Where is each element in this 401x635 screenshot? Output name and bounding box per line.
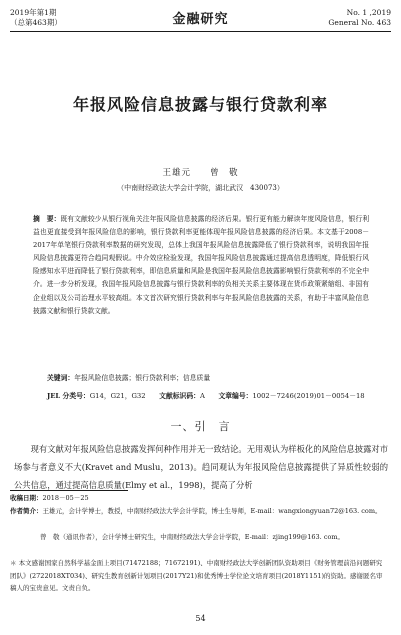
author-intro-label: 作者简介： [10, 507, 43, 515]
body-paragraph: 现有文献对年报风险信息披露发挥何种作用并无一致结论。无用观认为样板化的风险信息披露对市场参与者意义不大(Kravet and Muslu，2013)。趋同观认为年报风险信息披露提供了异质性较弱的公共信息，通过提高信息质量(Elmy et al.，1998)，提高了分析 [14, 444, 388, 491]
jel-label: JEL 分类号： [47, 392, 90, 400]
paper-title: 年报风险信息披露与银行贷款利率 [72, 95, 328, 114]
jel-value: G14，G21，G32 [89, 392, 146, 400]
article-number-label: 文章编号： [218, 392, 253, 400]
article-number-value: 1002－7246(2019)01－0054－18 [252, 392, 365, 400]
serial-cn: （总第463期） [10, 18, 62, 27]
journal-name: 金融研究 [172, 12, 229, 27]
classification-line [47, 390, 387, 400]
received-label: 收稿日期： [10, 494, 43, 502]
abstract [33, 213, 369, 318]
header-issue-en [328, 8, 391, 28]
page-number: 54 [195, 614, 206, 623]
footnote-funding: ＊ 本文感谢国家自然科学基金面上项目(71472188；71672191)、中南财经政法大学创新团队资助项目《财务管理前沿问题研究团队》(2722018XT034)、研究生教育创新计划项目(2017Y21)和优秀博士学位论文培育项目(2018Y1151)的资助。感谢匿名审稿人的宝贵意见。文责自负。 [10, 559, 383, 592]
keywords-label: 关键词： [47, 374, 75, 382]
received-date: 2018－05－25 [42, 494, 89, 502]
keywords [47, 372, 377, 382]
author1-text: 王雄元，会计学博士，教授，中南财经政法大学会计学院，博士生导师，E-mail：wangxiongyuan72@163. com。 [42, 507, 382, 515]
affiliation: （中南财经政法大学会计学院，湖北武汉 430073） [117, 184, 284, 192]
serial-en: General No. 463 [328, 18, 391, 27]
issue-cn: 2019年第1期 [10, 8, 57, 17]
authors: 王雄元 曾 敬 [162, 168, 239, 178]
footnote-received [10, 492, 388, 505]
footnote-author1 [10, 505, 388, 518]
footnote-author2: 曾 敬（通讯作者），会计学博士研究生，中南财经政法大学会计学院，E-mail：zjing199@163. com。 [40, 533, 345, 541]
doc-code-label: 文献标识码： [159, 392, 200, 400]
header-rule [10, 31, 391, 32]
keywords-text: 年报风险信息披露；银行贷款利率；信息质量 [74, 374, 211, 382]
section-heading: 一、引 言 [170, 420, 231, 433]
abstract-text: 既有文献较少从银行视角关注年报风险信息披露的经济后果。银行更有能力解读年度风险信息，银行利益也更直接受到年报风险信息的影响，银行贷款利率更能体现年报风险信息披露的经济后果。本文基于2008－2017年单笔银行贷款利率数据的研究发现，总体上我国年报风险信息披露降低了银行贷款利率，说明我国年报风险信息披露更符合趋同观假说。中介效应检验发现，我国年报风险信息披露通过提高信息透明度，降低银行风险感知水平进而降低了银行贷款利率，即信息质量和风险是我国年报风险信息披露影响银行贷款利率的不完全中介。进一步分析发现，我国年报风险信息披露与银行贷款利率的负相关关系主要体现在货币政策紧缩组、非国有企业组以及公司治理水平较高组。本文首次研究银行贷款利率与年报风险信息披露的关系，有助于丰富风险信息披露文献和银行贷款文献。 [33, 215, 370, 315]
abstract-label: 摘 要： [33, 215, 61, 223]
doc-code-value: A [199, 392, 205, 400]
footnote-rule [10, 490, 128, 491]
issue-en: No. 1 ,2019 [346, 8, 391, 17]
